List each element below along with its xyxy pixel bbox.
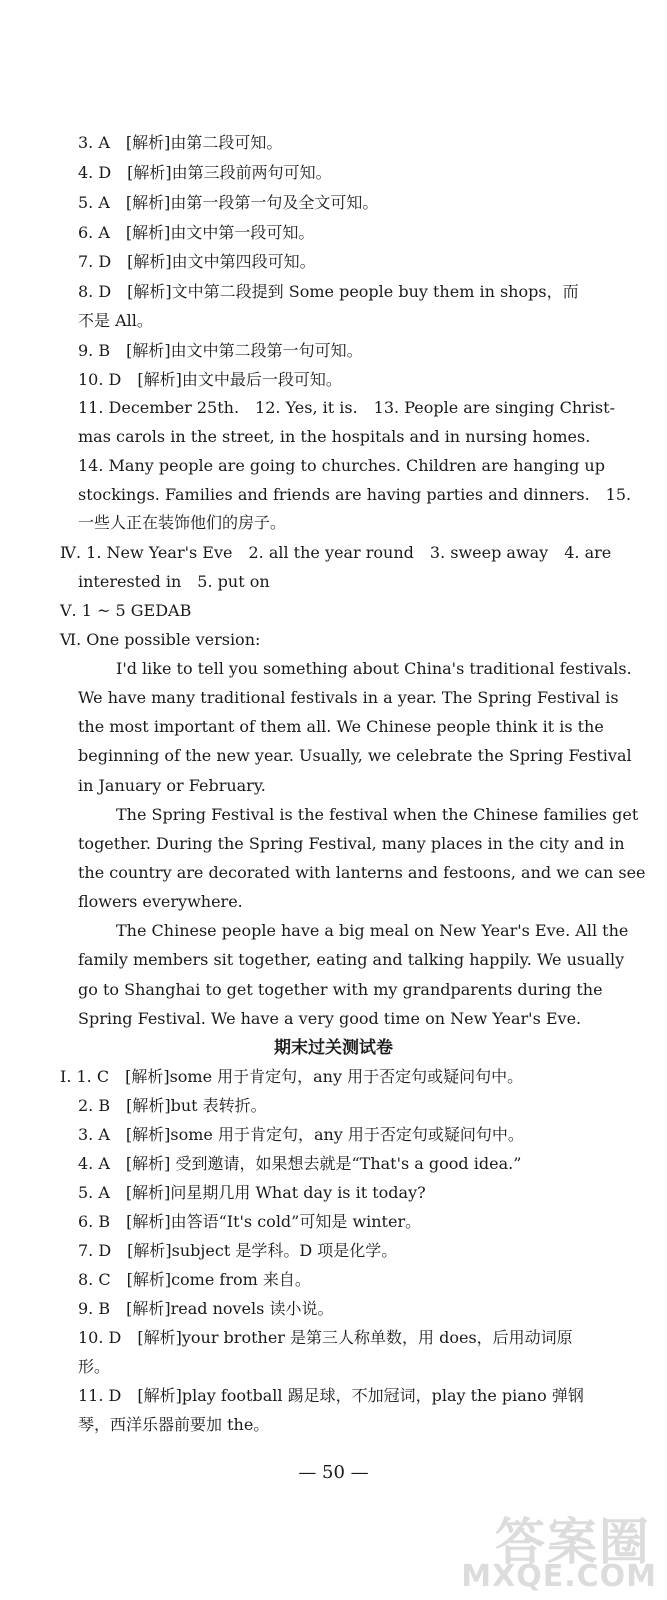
essay-line: in January or February. xyxy=(78,776,266,795)
answer-line: 一些人正在装饰他们的房子。 xyxy=(78,513,287,532)
essay-line: the most important of them all. We Chinese people think it is the xyxy=(78,717,604,736)
watermark-cn-text: 答案圈 xyxy=(495,1513,651,1571)
answer-line: 11. December 25th. 12. Yes, it is. 13. People are singing Christ- xyxy=(78,398,615,417)
essay-line: I'd like to tell you something about China's traditional festivals. xyxy=(116,659,632,678)
answer-line: 3. A [解析]some 用于肯定句，any 用于否定句或疑问句中。 xyxy=(78,1125,524,1144)
answer-line: Ⅴ. 1 ~ 5 GEDAB xyxy=(60,601,192,620)
answer-line: 6. A [解析]由文中第一段可知。 xyxy=(78,223,315,242)
answer-line: Ⅰ. 1. C [解析]some 用于肯定句，any 用于否定句或疑问句中。 xyxy=(60,1067,524,1086)
essay-line: family members sit together, eating and talking happily. We usually xyxy=(78,950,625,969)
answer-line: 10. D [解析]由文中最后一段可知。 xyxy=(78,370,342,389)
answer-line: stockings. Families and friends are having parties and dinners. 15. xyxy=(78,485,632,504)
section-heading: 期末过关测试卷 xyxy=(274,1038,393,1058)
answer-line: 7. D [解析]由文中第四段可知。 xyxy=(78,252,316,271)
answer-line: 琴，西洋乐器前要加 the。 xyxy=(78,1415,270,1434)
answer-line: 14. Many people are going to churches. Children are hanging up xyxy=(78,456,605,475)
answer-line: 8. C [解析]come from 来自。 xyxy=(78,1270,311,1289)
essay-line: Spring Festival. We have a very good time on New Year's Eve. xyxy=(78,1009,582,1028)
answer-line: 11. D [解析]play football 踢足球，不加冠词，play the piano 弹钢 xyxy=(78,1386,584,1405)
answer-line: 4. D [解析]由第三段前两句可知。 xyxy=(78,163,332,182)
answer-line: 4. A [解析] 受到邀请，如果想去就是“That's a good idea.” xyxy=(78,1154,522,1173)
answer-line: 7. D [解析]subject 是学科。D 项是化学。 xyxy=(78,1241,398,1260)
essay-line: go to Shanghai to get together with my grandparents during the xyxy=(78,980,603,999)
answer-line: Ⅵ. One possible version: xyxy=(60,630,261,649)
watermark-en-text: MXQE.COM xyxy=(461,1559,657,1594)
answer-line: 6. B [解析]由答语“It's cold”可知是 winter。 xyxy=(78,1212,422,1231)
essay-line: beginning of the new year. Usually, we celebrate the Spring Festival xyxy=(78,746,632,765)
answer-line: mas carols in the street, in the hospitals and in nursing homes. xyxy=(78,427,591,446)
answer-line: Ⅳ. 1. New Year's Eve 2. all the year round 3. sweep away 4. are xyxy=(60,543,612,562)
answer-line: 9. B [解析]由文中第二段第一句可知。 xyxy=(78,341,363,360)
essay-line: flowers everywhere. xyxy=(78,892,243,911)
essay-line: together. During the Spring Festival, many places in the city and in xyxy=(78,834,625,853)
answer-line: interested in 5. put on xyxy=(78,572,270,591)
answer-line: 5. A [解析]问星期几用 What day is it today? xyxy=(78,1183,426,1202)
answer-line: 8. D [解析]文中第二段提到 Some people buy them in shops，而 xyxy=(78,282,579,301)
answer-line: 2. B [解析]but 表转折。 xyxy=(78,1096,267,1115)
answer-line: 10. D [解析]your brother 是第三人称单数，用 does，后用动词原 xyxy=(78,1328,573,1347)
answer-line: 不是 All。 xyxy=(78,311,153,330)
essay-line: The Chinese people have a big meal on New Year's Eve. All the xyxy=(116,921,629,940)
page-number: — 50 — xyxy=(298,1462,369,1483)
essay-line: the country are decorated with lanterns and festoons, and we can see xyxy=(78,863,646,882)
essay-line: We have many traditional festivals in a year. The Spring Festival is xyxy=(78,688,619,707)
essay-line: The Spring Festival is the festival when the Chinese families get xyxy=(116,805,639,824)
answer-line: 5. A [解析]由第一段第一句及全文可知。 xyxy=(78,193,379,212)
answer-line: 形。 xyxy=(78,1357,111,1376)
answer-line: 3. A [解析]由第二段可知。 xyxy=(78,133,283,152)
answer-line: 9. B [解析]read novels 读小说。 xyxy=(78,1299,334,1318)
watermark-logo xyxy=(461,1502,661,1594)
